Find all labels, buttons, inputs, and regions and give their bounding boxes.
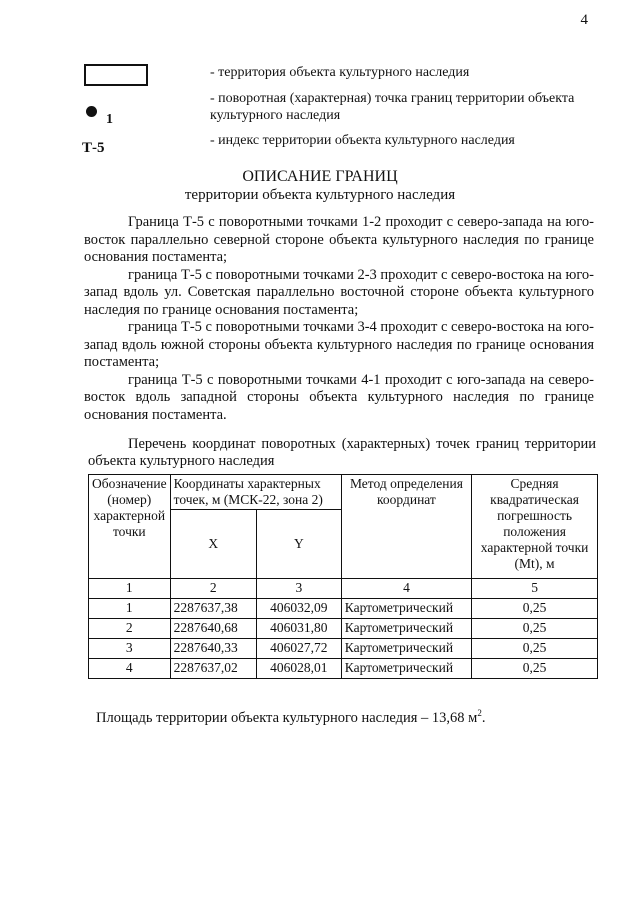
- legend-text: - территория объекта культурного наследия: [210, 65, 470, 80]
- legend-item-turning-point: [84, 90, 594, 130]
- point-number-cell: 3: [89, 639, 171, 659]
- territory-boundary-icon: [84, 64, 148, 86]
- legend-point-label: 1: [106, 112, 113, 127]
- header-coordinates: Координаты характерных точек, м (МСК-22, зона 2): [170, 475, 341, 510]
- column-number: 1: [89, 579, 171, 599]
- point-number-cell: 4: [89, 659, 171, 679]
- page-number: 4: [580, 12, 588, 28]
- error-cell: 0,25: [472, 639, 598, 659]
- column-number: 5: [472, 579, 598, 599]
- point-number-cell: 2: [89, 619, 171, 639]
- header-y: Y: [256, 510, 341, 579]
- area-unit-superscript: 2: [477, 708, 482, 718]
- table-header-row: [89, 475, 598, 510]
- legend-text: - индекс территории объекта культурного наследия: [210, 133, 515, 148]
- column-number-row: [89, 579, 598, 599]
- legend-index-code: Т-5: [82, 140, 105, 156]
- y-coordinate-cell: 406031,80: [256, 619, 341, 639]
- table-row: [89, 619, 598, 639]
- document-title: ОПИСАНИЕ ГРАНИЦ: [242, 168, 398, 185]
- turning-point-dot-icon: [86, 106, 97, 117]
- coordinates-table: [88, 474, 598, 679]
- y-coordinate-cell: 406027,72: [256, 639, 341, 659]
- header-x: X: [170, 510, 256, 579]
- header-method: Метод определения координат: [341, 475, 471, 579]
- error-cell: 0,25: [472, 619, 598, 639]
- error-cell: 0,25: [472, 659, 598, 679]
- table-row: [89, 599, 598, 619]
- area-text: Площадь территории объекта культурного наследия – 13,68 м: [96, 709, 478, 726]
- x-coordinate-cell: 2287640,68: [170, 619, 256, 639]
- error-cell: 0,25: [472, 599, 598, 619]
- area-end: .: [481, 709, 486, 726]
- table-row: [89, 659, 598, 679]
- legend-text: - поворотная (характерная) точка границ территории объекта культурного наследия: [210, 91, 575, 123]
- y-coordinate-cell: 406032,09: [256, 599, 341, 619]
- method-cell: Картометрический: [341, 639, 471, 659]
- method-cell: Картометрический: [341, 619, 471, 639]
- table-row: [89, 639, 598, 659]
- paragraph: граница Т-5 с поворотными точками 2-3 проходит с северо-востока на юго-запад вдоль ул. Советская параллельно восточной стороне объекта культурного наследия по границе основания постамента;: [84, 266, 594, 318]
- point-number-cell: 1: [89, 599, 171, 619]
- x-coordinate-cell: 2287637,02: [170, 659, 256, 679]
- header-designation: Обозначение (номер) характерной точки: [89, 475, 171, 579]
- paragraph: Граница Т-5 с поворотными точками 1-2 проходит с северо-запада на юго-восток параллельно северной стороне объекта культурного наследия по границе основания постамента;: [84, 214, 594, 265]
- x-coordinate-cell: 2287637,38: [170, 599, 256, 619]
- paragraph: граница Т-5 с поворотными точками 3-4 проходит с северо-востока на юго-запад вдоль южной стороны объекта культурного наследия по границе основания постамента;: [84, 319, 594, 370]
- y-coordinate-cell: 406028,01: [256, 659, 341, 679]
- document-subtitle: территории объекта культурного наследия: [184, 187, 456, 203]
- method-cell: Картометрический: [341, 659, 471, 679]
- column-number: 4: [341, 579, 471, 599]
- x-coordinate-cell: 2287640,33: [170, 639, 256, 659]
- column-number: 2: [170, 579, 256, 599]
- boundary-description: [84, 214, 594, 424]
- column-number: 3: [256, 579, 341, 599]
- paragraph: граница Т-5 с поворотными точками 4-1 проходит с юго-запада на северо-восток вдоль западной стороны объекта культурного наследия по границе основания постамента.: [84, 371, 594, 423]
- area-statement: [96, 708, 485, 727]
- coordinates-list-title: Перечень координат поворотных (характерных) точек границ территории объекта культурного наследия: [88, 436, 596, 469]
- method-cell: Картометрический: [341, 599, 471, 619]
- header-error: Средняя квадратическая погрешность положения характерной точки (Mt), м: [472, 475, 598, 579]
